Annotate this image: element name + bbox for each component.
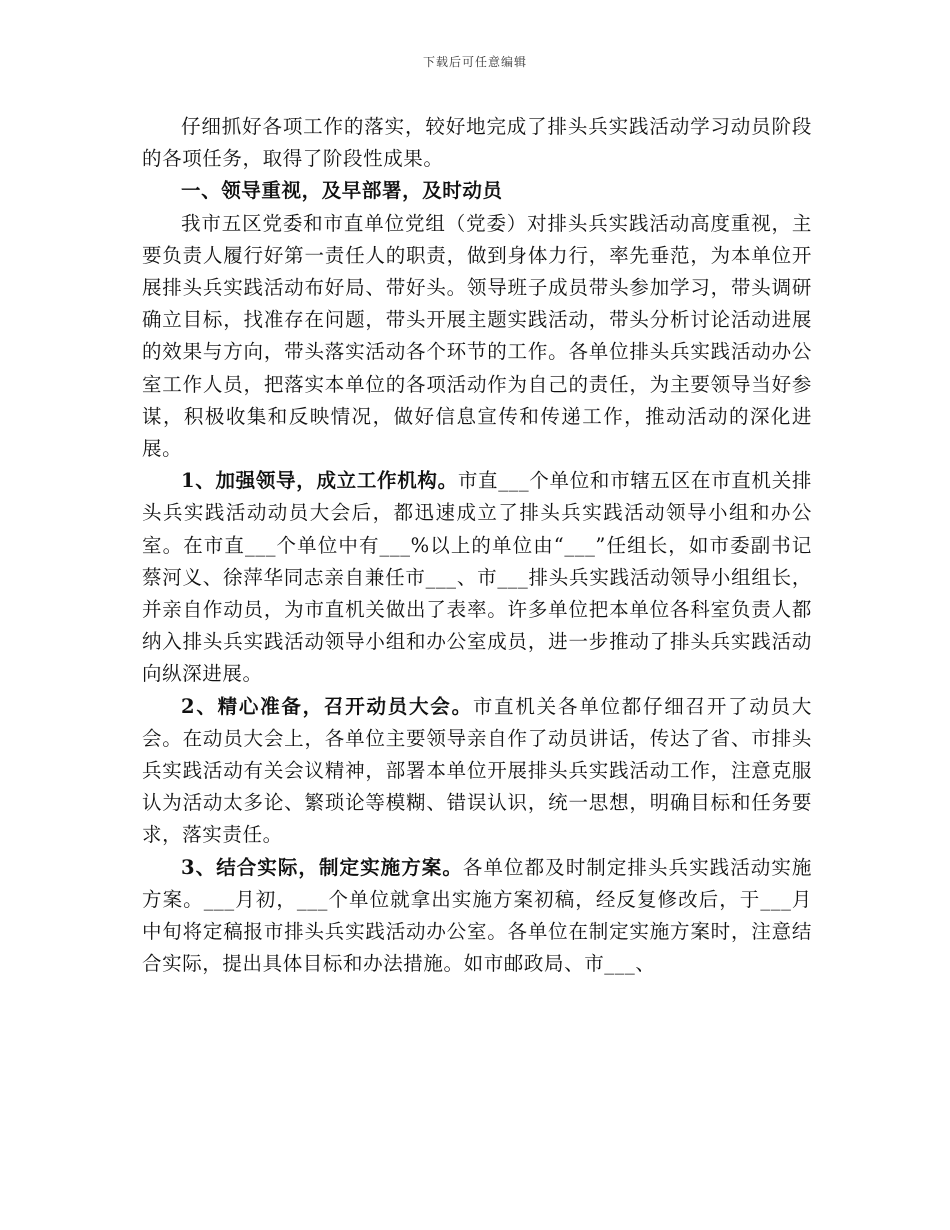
section-heading: 一、领导重视，及早部署，及时动员 [181,179,503,203]
paragraph-text: 市直机关各单位都仔细召开了动员大会。在动员大会上，各单位主要领导亲自作了动员讲话，传达了省、市排头兵实践活动有关会议精神，部署本单位开展排头兵实践活动工作，注意克服认为活动太多论、繁琐论等模糊、错误认识，统一思想，明确目标和任务要求，落实责任。 [142,694,813,847]
document-body [142,111,812,980]
paragraph-text: 市直___个单位和市辖五区在市直机关排头兵实践活动动员大会后，都迅速成立了排头兵实践活动领导小组和办公室。在市直___个单位中有___%以上的单位由“___”任组长，如市委副书记蔡河义、徐萍华同志亲自兼任市___、市___排头兵实践活动领导小组组长，并亲自作动员，为市直机关做出了表率。许多单位把本单位各科室负责人都纳入排头兵实践活动领导小组和办公室成员，进一步推动了排头兵实践活动向纵深进展。 [142,469,812,686]
paragraph-text: 我市五区党委和市直单位党组（党委）对排头兵实践活动高度重视，主要负责人履行好第一责任人的职责，做到身体力行，率先垂范，为本单位开展排头兵实践活动布好局、带好头。领导班子成员带头参加学习，带头调研确立目标，找准存在问题，带头开展主题实践活动，带头分析讨论活动进展的效果与方向，带头落实活动各个环节的工作。各单位排头兵实践活动办公室工作人员，把落实本单位的各项活动作为自己的责任，为主要领导当好参谋，积极收集和反映情况，做好信息宣传和传递工作，推动活动的深化进展。 [142,211,812,461]
item-lead-3: 3、结合实际，制定实施方案。 [181,855,463,879]
paragraph-item-2 [142,691,812,852]
paragraph-leadership [142,208,812,466]
paragraph-text: 仔细抓好各项工作的落实，较好地完成了排头兵实践活动学习动员阶段的各项任务，取得了阶段性成果。 [142,115,812,171]
item-lead-1: 1、加强领导，成立工作机构。 [181,469,458,493]
paragraph-text: 各单位都及时制定排头兵实践活动实施方案。___月初，___个单位就拿出实施方案初稿，经反复修改后，于___月中旬将定稿报市排头兵实践活动办公室。各单位在制定实施方案时，注意结合实际，提出具体目标和办法措施。如市邮政局、市___、 [142,855,812,976]
paragraph-item-3 [142,852,812,981]
item-lead-2: 2、精心准备，召开动员大会。 [181,694,473,718]
page-header: 下载后可任意编辑 [422,55,527,69]
paragraph-intro [142,111,812,175]
paragraph-item-1 [142,465,812,690]
